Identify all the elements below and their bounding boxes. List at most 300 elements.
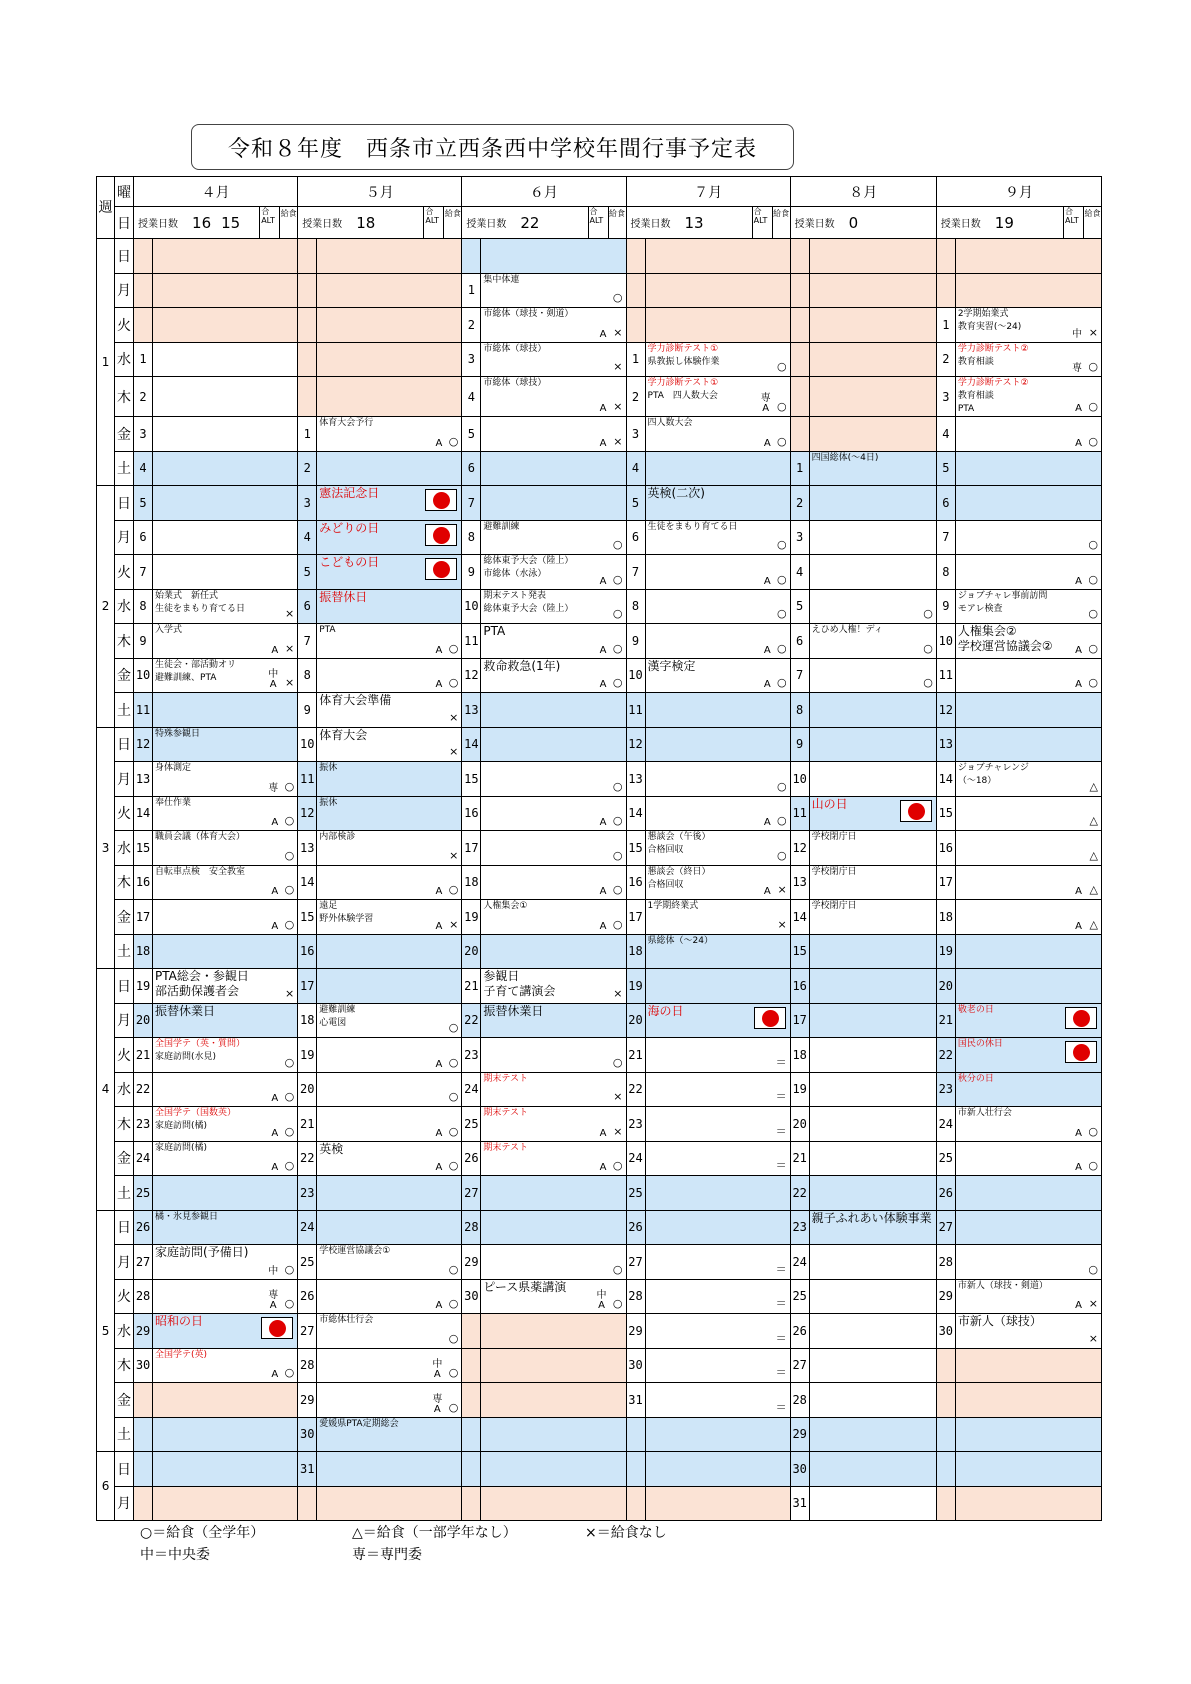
lunch-header: 給食 (279, 207, 297, 238)
event-cell (317, 1348, 462, 1383)
date-number: 8 (936, 555, 955, 590)
day-of-week: 土 (115, 1176, 134, 1211)
date-number (790, 342, 809, 377)
date-number (462, 1314, 481, 1349)
committee-mark: A (599, 328, 607, 340)
month-header: ９月 (936, 177, 1101, 207)
date-number: 12 (936, 693, 955, 728)
event-cell (481, 555, 626, 590)
event-text: 市総体（球技） (483, 378, 547, 388)
date-number: 4 (134, 451, 153, 486)
event-text: 教育相談 (957, 391, 994, 401)
event-text: 救命救急(1年) (483, 658, 561, 673)
event-cell (645, 969, 790, 1004)
lunch-mark: ○ (1088, 676, 1098, 689)
event-cell (955, 1452, 1101, 1487)
lesson-days-value: 16 (192, 213, 212, 232)
committee-mark: 専A (432, 1393, 443, 1415)
committee-mark: A (599, 403, 607, 414)
lunch-mark: × (777, 883, 787, 896)
lunch-mark: ○ (284, 1055, 295, 1069)
calendar-row (97, 693, 1102, 728)
event-cell (809, 1348, 936, 1383)
event-cell (481, 1176, 626, 1211)
date-number: 21 (790, 1141, 809, 1176)
event-cell (153, 1176, 298, 1211)
event-cell (955, 1245, 1101, 1280)
event-cell (645, 624, 790, 659)
day-of-week: 日 (115, 727, 134, 762)
lunch-mark: ○ (612, 883, 623, 896)
date-number: 14 (462, 727, 481, 762)
day-of-week: 日 (115, 239, 134, 274)
date-number: 8 (790, 693, 809, 728)
day-of-week: 日 (115, 1452, 134, 1487)
date-number: 1 (134, 342, 153, 377)
date-number: 9 (626, 624, 645, 659)
event-cell (809, 969, 936, 1004)
date-number: 1 (298, 417, 317, 452)
date-number: 7 (626, 555, 645, 590)
date-number: 21 (134, 1038, 153, 1073)
month-header: ７月 (626, 177, 790, 207)
event-cell (645, 865, 790, 900)
date-number (790, 239, 809, 274)
lunch-mark: ○ (1088, 1124, 1098, 1138)
event-cell (809, 727, 936, 762)
date-number: 13 (626, 762, 645, 797)
event-cell (481, 900, 626, 935)
event-text: 国民の休日 (957, 1039, 1003, 1049)
event-cell (645, 1279, 790, 1314)
event-text: 人権集会② (957, 624, 1017, 638)
date-number (134, 239, 153, 274)
date-number: 10 (462, 589, 481, 624)
event-cell (153, 900, 298, 935)
month-days-cell (462, 207, 626, 239)
date-number: 20 (298, 1072, 317, 1107)
event-text: 学校閉庁日 (811, 866, 857, 877)
event-cell (955, 1314, 1101, 1349)
date-number (134, 1383, 153, 1418)
event-text: 学力診断テスト② (957, 343, 1029, 354)
date-number (462, 1452, 481, 1487)
lesson-days-label: 授業日数 (630, 219, 671, 230)
day-of-week: 水 (115, 1072, 134, 1107)
event-text: 振替休日 (319, 589, 368, 604)
event-cell (645, 900, 790, 935)
date-number: 11 (134, 693, 153, 728)
date-number (134, 308, 153, 343)
date-number: 7 (298, 624, 317, 659)
japan-flag-icon (425, 558, 457, 580)
event-cell (153, 796, 298, 831)
event-text: 全国学テ（国数英） (155, 1108, 237, 1118)
date-number: 14 (298, 865, 317, 900)
dow-header: 曜 (115, 177, 134, 207)
japan-flag-icon (900, 800, 932, 822)
event-cell (809, 658, 936, 693)
month-header: ６月 (462, 177, 626, 207)
week-number: 1 (97, 239, 115, 486)
date-number: 11 (462, 624, 481, 659)
date-number: 28 (134, 1279, 153, 1314)
lunch-mark: ○ (1088, 1262, 1098, 1276)
lunch-mark: ○ (1088, 538, 1098, 551)
date-number: 22 (134, 1072, 153, 1107)
date-number: 10 (790, 762, 809, 797)
date-number: 16 (936, 831, 955, 866)
date-number: 13 (936, 727, 955, 762)
event-text: 奉仕作業 (155, 797, 192, 808)
date-number: 19 (790, 1072, 809, 1107)
event-cell (809, 1383, 936, 1418)
event-cell (809, 239, 936, 274)
date-number: 17 (298, 969, 317, 1004)
event-cell (955, 762, 1101, 797)
date-number (462, 239, 481, 274)
lunch-mark: ○ (777, 676, 787, 689)
day-of-week: 月 (115, 762, 134, 797)
event-cell (809, 1245, 936, 1280)
calendar-row (97, 934, 1102, 969)
date-number: 27 (936, 1210, 955, 1245)
date-number (298, 377, 317, 417)
event-cell (645, 1452, 790, 1487)
date-number: 29 (298, 1383, 317, 1418)
event-cell (955, 624, 1101, 659)
date-number: 10 (298, 727, 317, 762)
date-number: 1 (626, 342, 645, 377)
date-number: 6 (936, 486, 955, 521)
lunch-mark: ○ (284, 848, 295, 862)
event-text: 総体東予大会（陸上） (483, 603, 574, 614)
date-number: 2 (134, 377, 153, 417)
lunch-mark: ○ (612, 291, 623, 304)
day-of-week: 金 (115, 1141, 134, 1176)
event-cell (481, 1141, 626, 1176)
lesson-days-value: 19 (994, 213, 1014, 232)
date-number: 9 (462, 555, 481, 590)
event-text: ピース県薬講演 (483, 1279, 567, 1294)
calendar-row (97, 658, 1102, 693)
event-cell (645, 658, 790, 693)
date-number: 24 (462, 1072, 481, 1107)
lunch-mark: ○ (284, 1262, 295, 1276)
lunch-mark: × (449, 745, 459, 758)
event-text: 職員会議（体育大会） (155, 832, 246, 842)
event-text: 振替休業日 (483, 1003, 544, 1018)
event-cell (645, 1486, 790, 1521)
event-text: 遠足 (319, 901, 338, 911)
event-cell (955, 1417, 1101, 1452)
date-number (134, 1486, 153, 1521)
calendar-table (96, 176, 1102, 1521)
event-text: 学校運営協議会① (319, 1246, 391, 1256)
event-cell (809, 1279, 936, 1314)
event-cell (955, 796, 1101, 831)
date-number: 23 (298, 1176, 317, 1211)
event-text: 参観日 (483, 969, 520, 983)
date-number: 10 (134, 658, 153, 693)
lunch-mark: △ (1089, 917, 1098, 931)
event-text: 野外体験学習 (319, 914, 374, 924)
week-header: 週 (97, 177, 115, 239)
event-cell (481, 1038, 626, 1073)
committee-mark: A (271, 920, 279, 932)
date-number: 5 (134, 486, 153, 521)
event-cell (955, 693, 1101, 728)
calendar-row (97, 796, 1102, 831)
event-text: 懇談会（終日） (647, 866, 711, 877)
event-cell (955, 273, 1101, 308)
committee-mark: A (1075, 437, 1082, 449)
event-cell (481, 308, 626, 343)
month-days-cell (790, 207, 936, 239)
event-cell (153, 1141, 298, 1176)
lunch-mark: ○ (448, 1055, 459, 1069)
lunch-mark: △ (1089, 814, 1098, 827)
date-number: 27 (462, 1176, 481, 1211)
event-cell (955, 1383, 1101, 1418)
event-text: 学校運営協議会② (957, 639, 1053, 653)
lunch-mark: × (613, 986, 623, 1000)
event-text: 体育大会準備 (319, 693, 392, 707)
lunch-mark: ＝ (775, 1090, 787, 1103)
calendar-row (97, 589, 1102, 624)
event-cell (809, 624, 936, 659)
date-number: 28 (936, 1245, 955, 1280)
event-cell (809, 1176, 936, 1211)
event-cell (645, 520, 790, 555)
event-cell (317, 1176, 462, 1211)
lunch-mark: ○ (612, 848, 623, 862)
event-text: PTA (319, 625, 336, 635)
date-number (462, 1417, 481, 1452)
date-number: 1 (462, 273, 481, 308)
event-text: 愛媛県PTA定期総会 (319, 1418, 399, 1429)
lunch-mark: × (284, 986, 295, 1000)
event-cell (955, 934, 1101, 969)
event-text: 橘・氷見参観日 (155, 1211, 219, 1222)
event-cell (317, 762, 462, 797)
event-text: 家庭訪問(予備日) (155, 1245, 249, 1259)
day-of-week: 土 (115, 693, 134, 728)
event-text: 教育実習(～24) (957, 322, 1022, 332)
week-number: 4 (97, 969, 115, 1211)
committee-mark: A (435, 1127, 443, 1139)
event-cell (317, 624, 462, 659)
event-cell (153, 342, 298, 377)
event-cell (153, 934, 298, 969)
date-number: 12 (462, 658, 481, 693)
lunch-mark: ○ (284, 883, 295, 896)
date-number: 6 (134, 520, 153, 555)
event-cell (317, 1038, 462, 1073)
event-cell (645, 1038, 790, 1073)
event-cell (481, 1245, 626, 1280)
event-cell (645, 934, 790, 969)
event-cell (645, 1348, 790, 1383)
calendar-row (97, 727, 1102, 762)
japan-flag-icon (1065, 1041, 1097, 1063)
date-number: 11 (790, 796, 809, 831)
month-header: ８月 (790, 177, 936, 207)
event-cell (955, 308, 1101, 343)
event-cell (317, 589, 462, 624)
date-number: 26 (298, 1279, 317, 1314)
event-cell (955, 900, 1101, 935)
date-number: 22 (462, 1003, 481, 1038)
lunch-mark: ○ (923, 607, 933, 620)
event-cell (481, 865, 626, 900)
event-cell (153, 451, 298, 486)
lunch-mark: ○ (777, 572, 787, 586)
lunch-mark: ○ (284, 1159, 295, 1172)
event-cell (481, 796, 626, 831)
event-cell (153, 969, 298, 1004)
committee-mark: 専 (1072, 363, 1082, 374)
event-text: 振休 (319, 797, 338, 808)
event-cell (317, 658, 462, 693)
calendar-row (97, 342, 1102, 377)
event-text: 四国総体(～4日) (811, 452, 879, 463)
event-cell (955, 555, 1101, 590)
date-number: 20 (936, 969, 955, 1004)
month-header: ５月 (298, 177, 462, 207)
event-cell (317, 1383, 462, 1418)
lunch-header: 給食 (443, 207, 461, 238)
committee-mark: A (599, 437, 607, 449)
event-text: 市総体（水泳） (483, 569, 547, 579)
committee-mark: A (435, 1058, 443, 1070)
lunch-mark: × (284, 676, 295, 689)
lunch-mark: ＝ (775, 1366, 787, 1379)
alt-header: 合ALT (259, 207, 279, 238)
calendar-row (97, 1176, 1102, 1211)
date-number: 2 (298, 451, 317, 486)
event-cell (481, 342, 626, 377)
lunch-mark: × (449, 710, 459, 724)
event-cell (481, 1107, 626, 1142)
date-number: 29 (626, 1314, 645, 1349)
event-cell (153, 1314, 298, 1349)
event-cell (317, 727, 462, 762)
date-number: 25 (790, 1279, 809, 1314)
date-number: 22 (936, 1038, 955, 1073)
lunch-mark: ＝ (775, 1331, 787, 1345)
event-cell (481, 969, 626, 1004)
calendar-row (97, 1486, 1102, 1521)
date-number: 11 (626, 693, 645, 728)
lunch-mark: ○ (284, 1297, 295, 1310)
committee-mark: A (1075, 886, 1082, 897)
date-number: 18 (462, 865, 481, 900)
date-number: 2 (790, 486, 809, 521)
lunch-mark: ○ (284, 1366, 295, 1379)
lunch-mark: ＝ (775, 1124, 787, 1138)
event-text: PTA 四人数大会 (647, 391, 718, 401)
lunch-mark: ○ (448, 1262, 459, 1276)
event-cell (809, 1141, 936, 1176)
lunch-mark: ＝ (775, 1055, 787, 1069)
calendar-row (97, 555, 1102, 590)
date-number (298, 273, 317, 308)
event-cell (955, 727, 1101, 762)
date-number: 8 (134, 589, 153, 624)
lunch-mark: ○ (777, 779, 787, 793)
week-number: 3 (97, 727, 115, 969)
date-number: 17 (626, 900, 645, 935)
event-cell (645, 451, 790, 486)
event-cell (809, 451, 936, 486)
date-number: 16 (626, 865, 645, 900)
calendar-row (97, 900, 1102, 935)
event-cell (481, 1348, 626, 1383)
event-cell (317, 969, 462, 1004)
calendar-row (97, 239, 1102, 274)
lesson-days-value: 18 (356, 213, 376, 232)
event-text: 心電図 (319, 1017, 347, 1028)
event-cell (645, 239, 790, 274)
day-of-week: 水 (115, 831, 134, 866)
calendar-row (97, 1452, 1102, 1487)
event-text: 振替休業日 (155, 1003, 216, 1018)
date-number (298, 1486, 317, 1521)
event-cell (645, 831, 790, 866)
event-cell (809, 273, 936, 308)
event-text: 生徒会・部活動オリ (155, 659, 237, 670)
lunch-mark: × (1088, 1297, 1098, 1310)
date-number: 16 (134, 865, 153, 900)
date-number: 30 (626, 1348, 645, 1383)
lunch-mark: ○ (612, 917, 623, 931)
event-cell (809, 520, 936, 555)
lunch-mark: ○ (284, 1124, 295, 1138)
date-number: 17 (134, 900, 153, 935)
date-number: 19 (134, 969, 153, 1004)
committee-mark: A (763, 886, 771, 897)
committee-mark: A (763, 817, 771, 828)
event-text: 部活動保護者会 (155, 984, 240, 998)
day-of-week: 木 (115, 377, 134, 417)
day-of-week: 月 (115, 273, 134, 308)
lunch-mark: ○ (777, 848, 787, 862)
date-number: 22 (626, 1072, 645, 1107)
date-number: 21 (298, 1107, 317, 1142)
event-cell (317, 1245, 462, 1280)
lunch-mark: ○ (1088, 1159, 1098, 1172)
lunch-header: 給食 (772, 207, 790, 238)
event-cell (481, 520, 626, 555)
event-cell (481, 1003, 626, 1038)
date-number: 5 (462, 417, 481, 452)
event-cell (317, 239, 462, 274)
date-number: 18 (134, 934, 153, 969)
lunch-mark: ○ (777, 434, 787, 448)
event-text: PTA (483, 624, 506, 638)
date-number: 4 (462, 377, 481, 417)
event-cell (153, 1383, 298, 1418)
event-cell (645, 1245, 790, 1280)
date-number (936, 1452, 955, 1487)
date-number: 11 (298, 762, 317, 797)
date-number: 24 (936, 1107, 955, 1142)
event-text: 生徒をまもり育てる日 (647, 521, 738, 532)
date-number (462, 1348, 481, 1383)
lunch-mark: × (449, 848, 459, 862)
event-cell (809, 1314, 936, 1349)
